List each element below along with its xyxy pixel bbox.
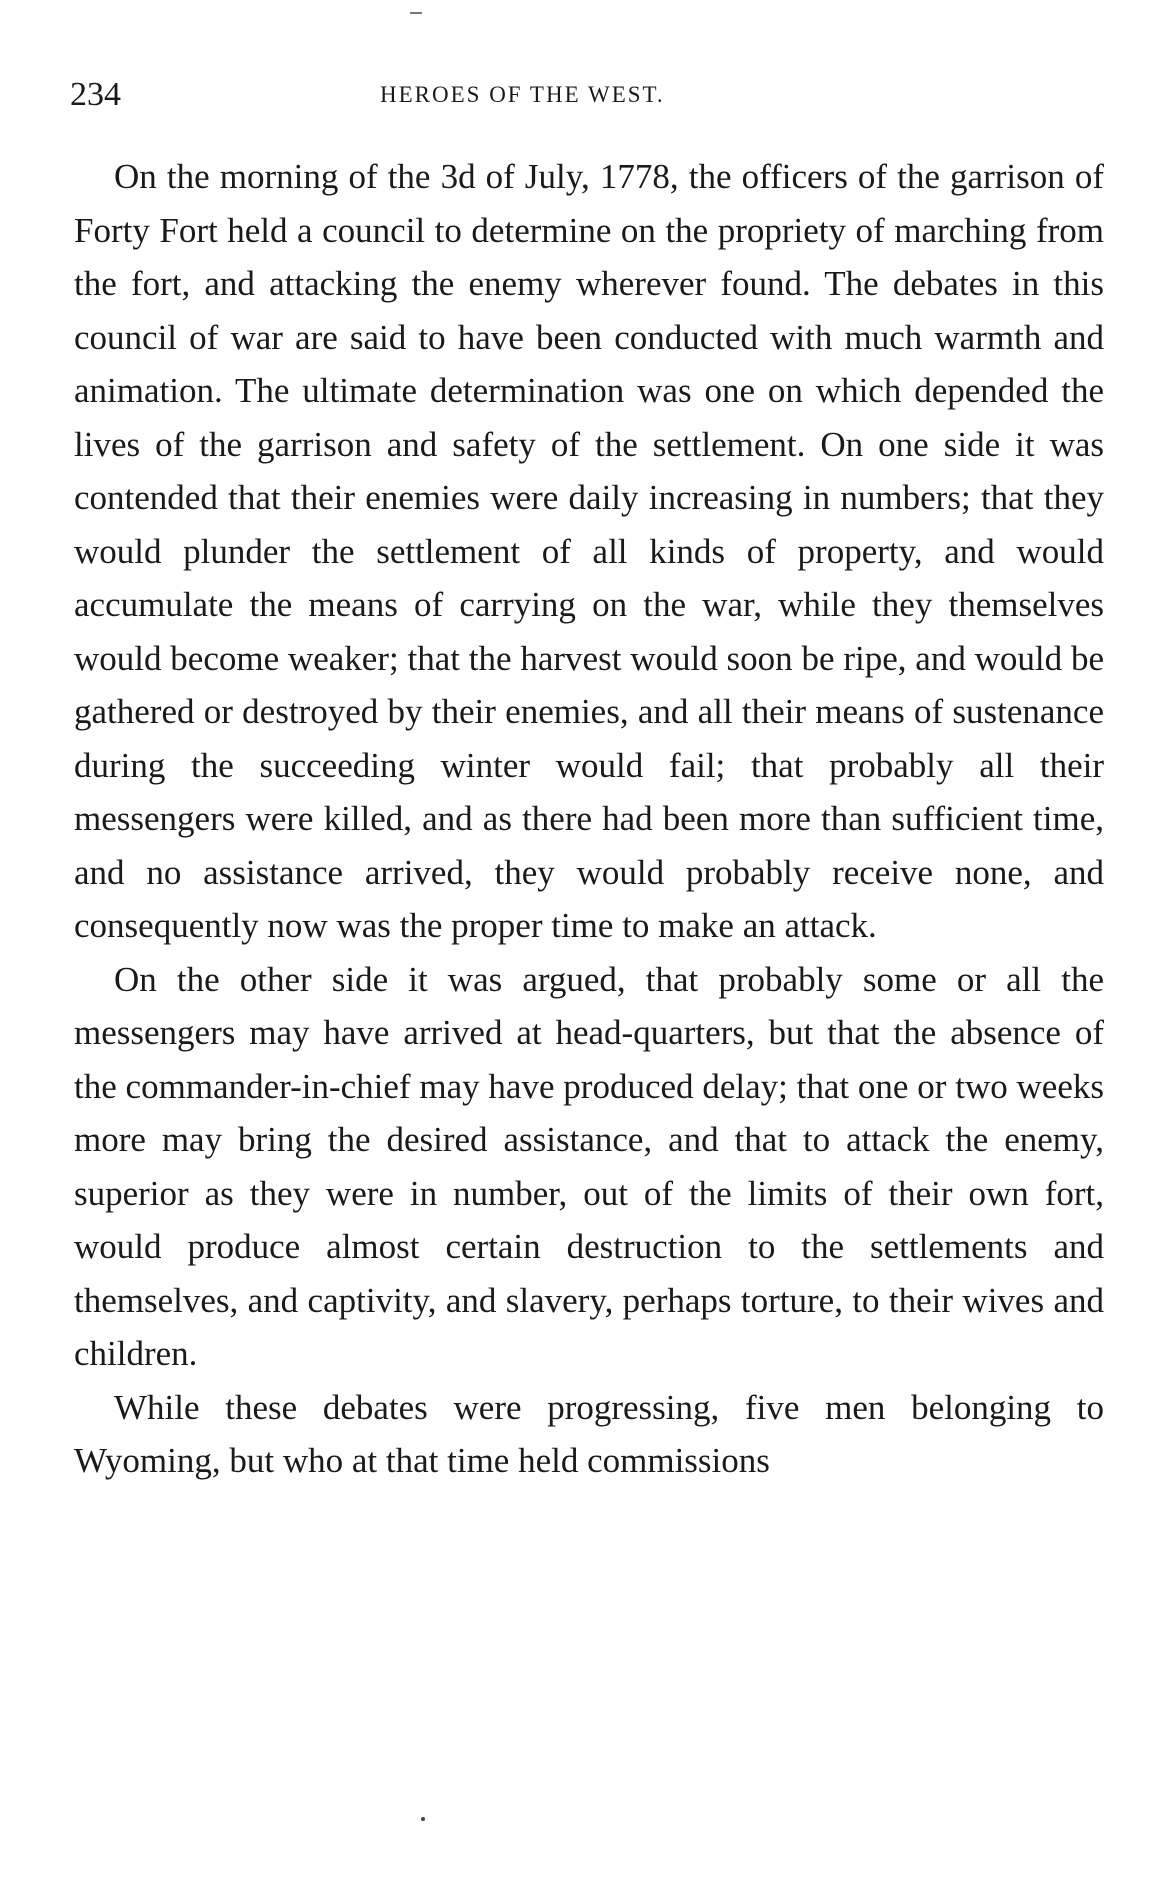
page-header xyxy=(70,70,1107,120)
body-text xyxy=(74,150,1104,1488)
top-mark xyxy=(410,12,422,14)
paragraph-2: On the other side it was argued, that probably some or all the messengers may have arrived at head-quarters, but that the absence of the commander-in-chief may have produced delay; that one or two weeks more may bring the desired assistance, and that to attack the enemy, superior as they were in number, out of the limits of their own fort, would produce almost certain destruction to the settlements and themselves, and captivity, and slavery, perhaps torture, to their wives and children. xyxy=(74,959,1104,1373)
paragraph-3: While these debates were progressing, five men belonging to Wyoming, but who at that time held commissions xyxy=(74,1387,1104,1480)
speck-mark xyxy=(421,1817,425,1821)
page-number: 234 xyxy=(70,76,121,113)
running-title: HEROES OF THE WEST. xyxy=(380,82,665,107)
paragraph-1: On the morning of the 3d of July, 1778, the officers of the garrison of Forty Fort held a council to determine on the propriety of marching from the fort, and attacking the enemy wherever found. The debates in this council of war are said to have been conducted with much warmth and animation. The ultimate determination was one on which depended the lives of the garrison and safety of the settlement. On one side it was contended that their enemies were daily increasing in numbers; that they would plunder the settlement of all kinds of property, and would accumulate the means of carrying on the war, while they themselves would become weaker; that the harvest would soon be ripe, and would be gathered or destroyed by their enemies, and all their means of sustenance during the succeeding winter would fail; that probably all their messengers were killed, and as there had been more than sufficient time, and no assistance arrived, they would probably receive none, and consequently now was the proper time to make an attack. xyxy=(74,157,1104,945)
